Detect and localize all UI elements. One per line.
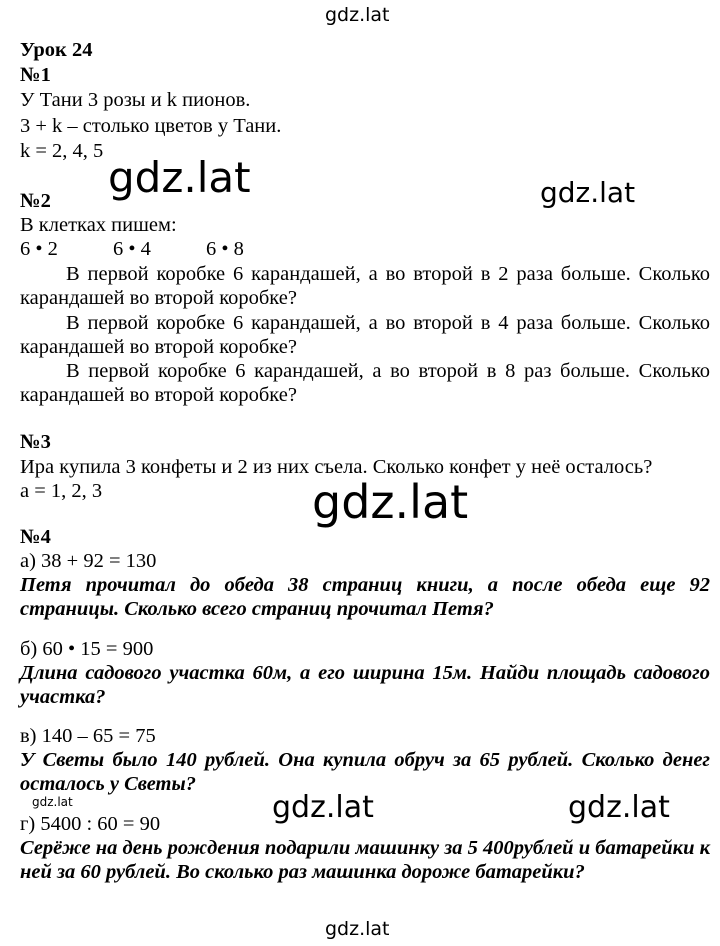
task1-line3: k = 2, 4, 5 bbox=[20, 140, 104, 162]
task4-b-text: Длина садового участка 60м, а его ширина 15м. Найди площадь садового участка? bbox=[20, 662, 710, 708]
task3-number: №3 bbox=[20, 431, 51, 453]
watermark-top: gdz.lat bbox=[325, 4, 390, 26]
task3-line2: a = 1, 2, 3 bbox=[20, 480, 103, 502]
task4-c-equation: в) 140 – 65 = 75 bbox=[20, 725, 156, 747]
task2-cell-1: 6 • 2 bbox=[20, 238, 58, 260]
watermark-mid-right: gdz.lat bbox=[540, 176, 636, 209]
watermark-bottom: gdz.lat bbox=[325, 918, 390, 940]
task2-cell-3: 6 • 8 bbox=[206, 238, 244, 260]
task4-a-text: Петя прочитал до обеда 38 страниц книги, а после обеда еще 92 страницы. Сколько всего страниц прочитал Петя? bbox=[20, 574, 710, 620]
task4-b-equation: б) 60 • 15 = 900 bbox=[20, 638, 154, 660]
task2-intro: В клетках пишем: bbox=[20, 214, 177, 236]
task4-d-equation: г) 5400 : 60 = 90 bbox=[20, 813, 161, 835]
task4-d-text: Серёже на день рождения подарили машинку за 5 400рублей и батарейки к ней за 60 рублей. Во сколько раз машинка дороже батарейки? bbox=[20, 837, 710, 883]
task4-c-text: У Светы было 140 рублей. Она купила обруч за 65 рублей. Сколько денег осталось у Светы? bbox=[20, 749, 710, 795]
task2-problem-1: В первой коробке 6 карандашей, а во второй в 2 раза больше. Сколько карандашей во второй коробке? bbox=[20, 263, 710, 309]
task1-number: №1 bbox=[20, 64, 51, 86]
watermark-lower-right: gdz.lat bbox=[568, 790, 670, 825]
watermark-tiny: gdz.lat bbox=[32, 795, 73, 809]
watermark-center: gdz.lat bbox=[312, 475, 469, 529]
task4-number: №4 bbox=[20, 526, 51, 548]
lesson-title: Урок 24 bbox=[20, 39, 93, 61]
task1-line1: У Тани 3 розы и k пионов. bbox=[20, 89, 251, 111]
watermark-lower-mid: gdz.lat bbox=[272, 790, 374, 825]
task4-a-equation: а) 38 + 92 = 130 bbox=[20, 550, 157, 572]
watermark-mid-left: gdz.lat bbox=[108, 153, 251, 202]
task1-line2: 3 + k – столько цветов у Тани. bbox=[20, 115, 282, 137]
task3-line1: Ира купила 3 конфеты и 2 из них съела. Сколько конфет у неё осталось? bbox=[20, 456, 653, 478]
task2-problem-2: В первой коробке 6 карандашей, а во второй в 4 раза больше. Сколько карандашей во второй коробке? bbox=[20, 312, 710, 358]
task2-cells bbox=[20, 237, 244, 261]
task2-cell-2: 6 • 4 bbox=[113, 238, 151, 260]
task2-number: №2 bbox=[20, 190, 51, 212]
task2-problem-3: В первой коробке 6 карандашей, а во второй в 8 раз больше. Сколько карандашей во второй коробке? bbox=[20, 360, 710, 406]
